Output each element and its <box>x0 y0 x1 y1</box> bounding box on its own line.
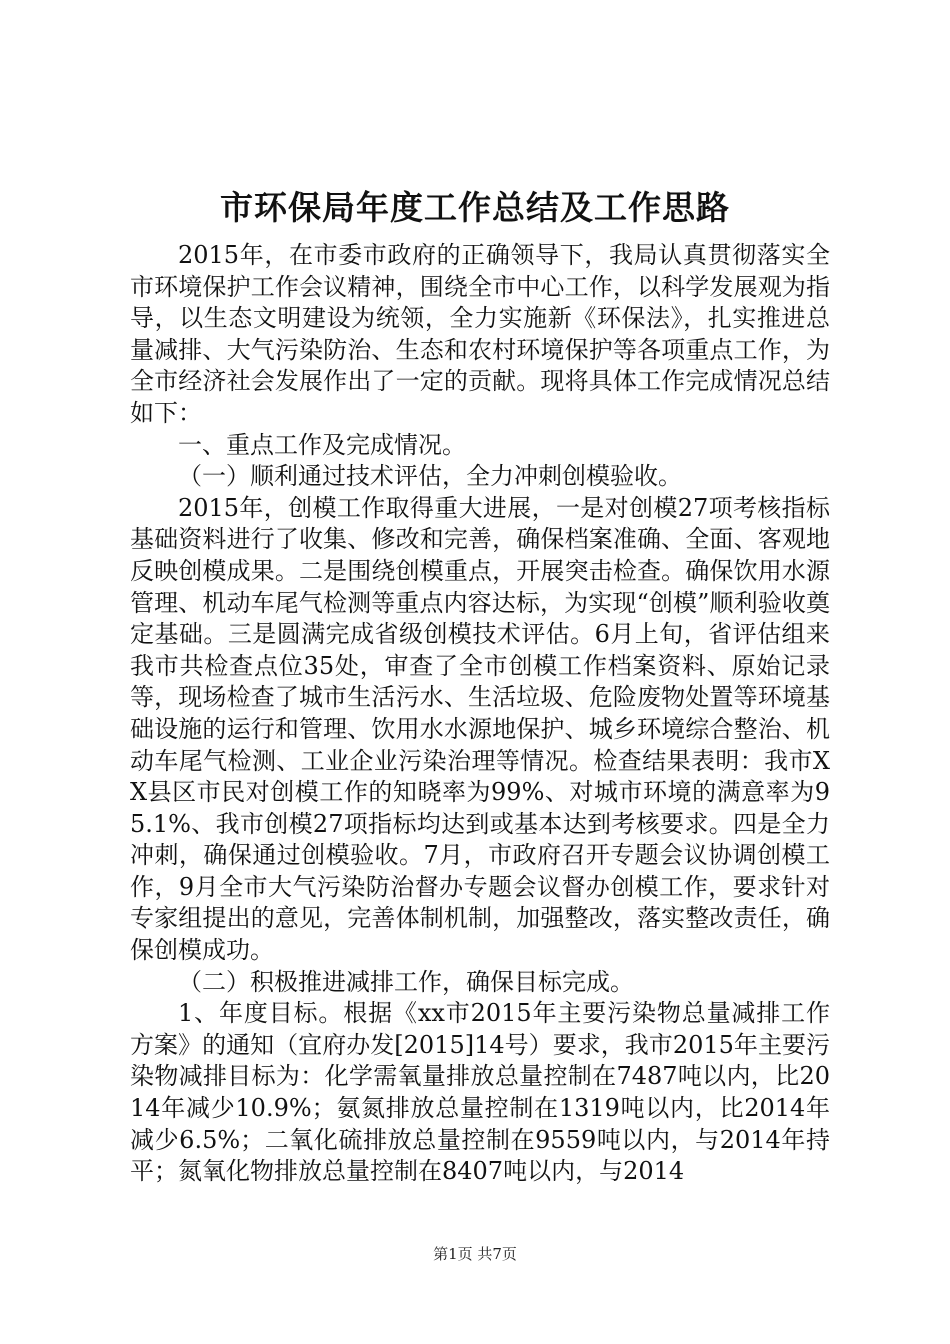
paragraph-annual-target: 1、年度目标。根据《xx市2015年主要污染物总量减排工作方案》的通知（宜府办发[2015]14号）要求，我市2015年主要污染物减排目标为：化学需氧量排放总量控制在7487吨以内，比2014年减少10.9%；氨氮排放总量控制在1319吨以内，比2014年减少6.5%；二氧化硫排放总量控制在9559吨以内，与2014年持平；氮氧化物排放总量控制在8407吨以内，与2014 <box>130 999 830 1186</box>
document-body <box>130 240 830 1188</box>
subsection-heading-1: （一）顺利通过技术评估，全力冲刺创模验收。 <box>178 462 682 491</box>
document-title: 市环保局年度工作总结及工作思路 <box>220 188 730 227</box>
paragraph-model-city: 2015年，创模工作取得重大进展，一是对创模27项考核指标基础资料进行了收集、修改和完善，确保档案准确、全面、客观地反映创模成果。二是围绕创模重点，开展突击检查。确保饮用水源管理、机动车尾气检测等重点内容达标，为实现“创模”顺利验收奠定基础。三是圆满完成省级创模技术评估。6月上旬，省评估组来我市共检查点位35处，审查了全市创模工作档案资料、原始记录等，现场检查了城市生活污水、生活垃圾、危险废物处置等环境基础设施的运行和管理、饮用水水源地保护、城乡环境综合整治、机动车尾气检测、工业企业污染治理等情况。检查结果表明：我市XX县区市民对创模工作的知晓率为99%、对城市环境的满意率为95.1%、我市创模27项指标均达到或基本达到考核要求。四是全力冲刺，确保通过创模验收。7月，市政府召开专题会议协调创模工作，9月全市大气污染防治督办专题会议督办创模工作，要求针对专家组提出的意见，完善体制机制，加强整改，落实整改责任，确保创模成功。 <box>130 493 830 965</box>
page-footer: 第1页 共7页 <box>433 1245 517 1263</box>
subsection-heading-2: （二）积极推进减排工作，确保目标完成。 <box>178 967 634 996</box>
paragraph-intro: 2015年，在市委市政府的正确领导下，我局认真贯彻落实全市环境保护工作会议精神，围绕全市中心工作，以科学发展观为指导，以生态文明建设为统领，全力实施新《环保法》，扎实推进总量减排、大气污染防治、生态和农村环境保护等各项重点工作，为全市经济社会发展作出了一定的贡献。现将具体工作完成情况总结如下： <box>130 241 830 427</box>
section-heading-1: 一、重点工作及完成情况。 <box>178 430 466 459</box>
